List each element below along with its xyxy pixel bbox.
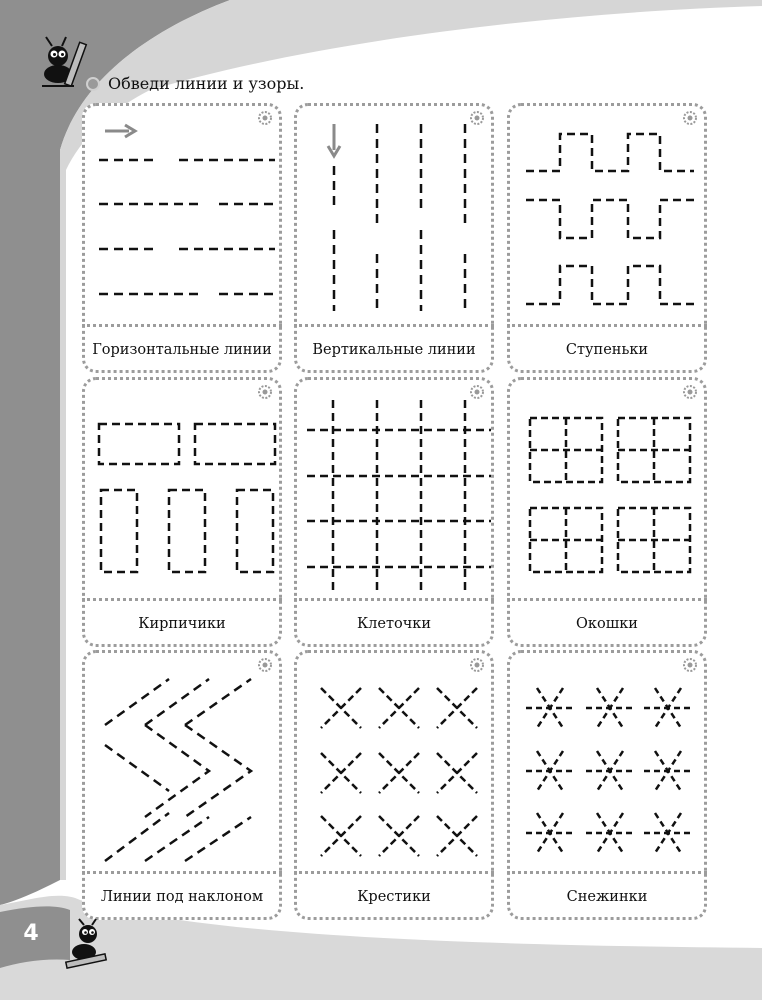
card-crosses xyxy=(294,650,494,920)
instruction-text: Обведи линии и узоры. xyxy=(108,74,305,93)
circle-bullet-icon xyxy=(86,77,100,91)
arrow-right-icon xyxy=(105,125,135,137)
ant-with-pencil-icon xyxy=(62,918,112,970)
card-label: Крестики xyxy=(294,871,494,920)
instruction xyxy=(86,74,304,93)
card-label: Ступеньки xyxy=(507,324,707,373)
pattern-steps xyxy=(510,106,704,316)
ant-with-pencil-icon xyxy=(34,34,94,92)
card-slanted-lines xyxy=(82,650,282,920)
arrow-down-icon xyxy=(328,124,340,156)
pattern-bricks xyxy=(85,380,279,590)
card-label: Линии под наклоном xyxy=(82,871,282,920)
page-number: 4 xyxy=(23,920,39,946)
card-label: Вертикальные линии xyxy=(294,324,494,373)
pattern-cells xyxy=(297,380,491,590)
card-vertical-lines xyxy=(294,103,494,373)
card-label: Окошки xyxy=(507,598,707,647)
card-label: Горизонтальные линии xyxy=(82,324,282,373)
pattern-slanted-lines xyxy=(85,653,279,863)
card-horizontal-lines xyxy=(82,103,282,373)
pattern-crosses xyxy=(297,653,491,863)
card-label: Клеточки xyxy=(294,598,494,647)
card-label: Снежинки xyxy=(507,871,707,920)
card-snowflakes xyxy=(507,650,707,920)
pattern-snowflakes xyxy=(510,653,704,863)
card-label: Кирпичики xyxy=(82,598,282,647)
pattern-vertical-lines xyxy=(297,106,491,316)
card-steps xyxy=(507,103,707,373)
card-bricks xyxy=(82,377,282,647)
card-windows xyxy=(507,377,707,647)
card-cells xyxy=(294,377,494,647)
pattern-windows xyxy=(510,380,704,590)
pattern-horizontal-lines xyxy=(85,106,279,316)
